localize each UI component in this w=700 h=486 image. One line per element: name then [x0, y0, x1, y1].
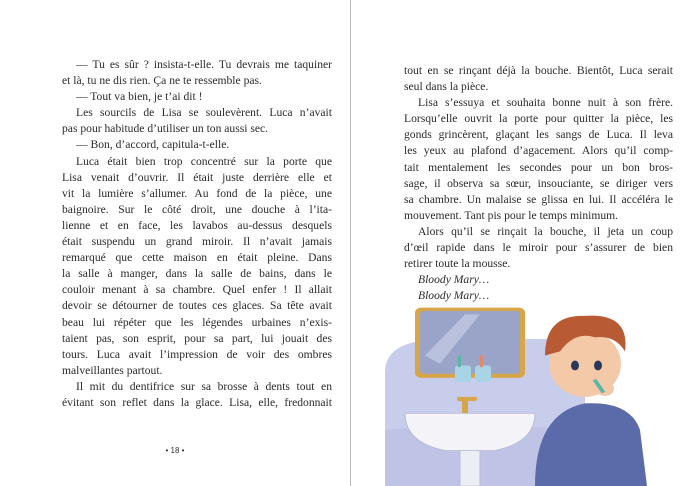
text-line: et là, tu ne dis rien. Ça ne te ressemble pas. [62, 74, 262, 88]
text-line: malveillantes partout. [62, 363, 163, 377]
text-line: retirer toute la mousse. [404, 257, 511, 271]
text-line: Les sourcils de Lisa se soulevèrent. Luca n’avait [76, 106, 332, 120]
text-line: Lorsqu’elle ouvrit la porte pour quitter la pièce, les [404, 112, 673, 126]
text-line: tours. Luca avait l’impression de voir des ombres [62, 347, 332, 361]
text-line: sage, il observa sa sœur, insouciante, se diriger vers [404, 176, 673, 190]
text-line: mouvement. Tant pis pour le temps minimum. [404, 208, 619, 222]
text-line: vit la lumière s’allumer. Au fond de la pièce, une [62, 186, 332, 200]
text-line: seul dans la pièce. [404, 80, 489, 94]
text-line: beau lui répéter que les légendes urbaines n’exis- [62, 315, 332, 329]
text-line: d’œil rapide dans le miroir pour s’assurer de bien [404, 241, 673, 255]
text-line: Bloody Mary… [418, 289, 490, 303]
text-line: évitant son reflet dans la glace. Lisa, elle, fredonnait [62, 395, 332, 409]
text-line: Lisa s’essuya et souhaita bonne nuit à son frère. [418, 96, 673, 110]
text-line: Il mit du dentifrice sur sa brosse à dents tout en [76, 379, 332, 393]
text-line: gonds grincèrent, glaçant les sangs de Luca. Il leva [404, 128, 673, 142]
text-line: lienne et en face, les lavabos au-dessus desquels [62, 218, 332, 232]
text-line: les yeux au plafond d’agacement. Alors qu’il comp- [404, 144, 673, 158]
text-line: pas pour habitude d’utiliser un ton aussi sec. [62, 122, 269, 136]
left-page-text [62, 57, 332, 411]
text-line: — Bon, d’accord, capitula-t-elle. [76, 138, 230, 152]
text-line: couloir menant à sa chambre. Quel enfer ! Il allait [62, 283, 332, 297]
text-line: — Tu es sûr ? insista-t-elle. Tu devrais me taquiner [76, 58, 332, 71]
text-line: Alors qu’il se rinçait la bouche, il jeta un coup [418, 224, 673, 238]
bathroom-illustration [385, 306, 700, 486]
text-line: Luca était bien trop concentré sur la porte que [76, 154, 332, 168]
text-line: la salle à manger, dans la salle de bains, dans le [62, 267, 332, 281]
text-line: sa chambre. Un malaise se glissa en lui. Il accéléra le [404, 192, 673, 206]
text-line: tout en se rinçant déjà la bouche. Bientôt, Luca serait [404, 64, 673, 77]
page-number: • 18 • [165, 446, 185, 455]
text-line: — Tout va bien, je t’ai dit ! [76, 90, 203, 104]
text-line: était suspendu un grand miroir. Il n’avait jamais [62, 235, 332, 249]
text-line: tait mentalement les secondes pour un bon bros- [404, 160, 673, 174]
text-line: remarqué que cette maison en était pleine. Dans [62, 251, 332, 265]
text-line: Bloody Mary… [418, 273, 490, 287]
right-page-text [404, 63, 673, 304]
text-line: devoir se détourner de toutes ces glaces. Sa tête avait [62, 299, 332, 313]
text-line: taient pas, son esprit, pour sa part, lui jouait des [62, 331, 332, 345]
text-line: baignoire. Sur le côté droit, une douche à l’ita- [62, 202, 332, 216]
text-line: Lisa venait d’ouvrir. Il était juste derrière elle et [62, 170, 332, 184]
